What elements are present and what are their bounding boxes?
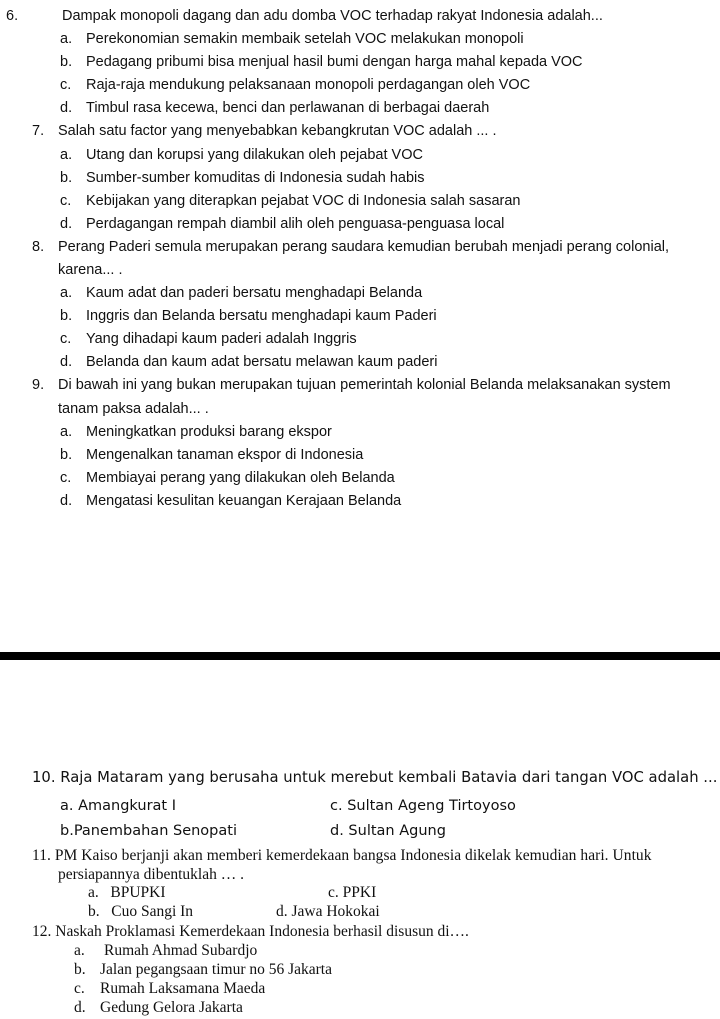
option-b[interactable]: b. Pedagang pribumi bisa menjual hasil bumi dengan harga mahal kepada VOC xyxy=(60,54,583,70)
question-stem xyxy=(6,8,603,24)
option-b[interactable]: b. Jalan pegangsaan timur no 56 Jakarta xyxy=(74,961,332,978)
option-c[interactable]: c. Yang dihadapi kaum paderi adalah Inggris xyxy=(60,331,357,347)
option-b[interactable]: b. Inggris dan Belanda bersatu menghadapi kaum Paderi xyxy=(60,308,437,324)
option-d[interactable]: d. Belanda dan kaum adat bersatu melawan kaum paderi xyxy=(60,354,438,370)
option-a[interactable]: a. Perekonomian semakin membaik setelah VOC melakukan monopoli xyxy=(60,31,524,47)
option-d[interactable]: d. Gedung Gelora Jakarta xyxy=(74,999,243,1016)
question-text: 12. Naskah Proklamasi Kemerdekaan Indonesia berhasil disusun di…. xyxy=(32,923,469,940)
option-c[interactable]: c. Membiayai perang yang dilakukan oleh Belanda xyxy=(60,470,395,486)
question-stem xyxy=(32,377,671,393)
option-b[interactable]: b. Sumber-sumber komuditas di Indonesia sudah habis xyxy=(60,170,425,186)
option-c[interactable]: c. Sultan Ageng Tirtoyoso xyxy=(330,798,516,814)
question-number: 6. xyxy=(6,8,19,24)
option-b[interactable]: b. Cuo Sangi In xyxy=(88,903,194,920)
question-stem xyxy=(32,239,669,255)
option-d[interactable]: d. Sultan Agung xyxy=(330,823,446,839)
question-text-continued: persiapannya dibentuklah … . xyxy=(58,866,244,883)
option-a[interactable]: a. BPUPKI xyxy=(88,884,166,901)
question-text: Perang Paderi semula merupakan perang saudara kemudian berubah menjadi perang colonial, xyxy=(58,239,670,255)
question-text-continued: tanam paksa adalah... . xyxy=(58,401,209,417)
question-number: 7. xyxy=(32,123,45,139)
option-a[interactable]: a. Rumah Ahmad Subardjo xyxy=(74,942,258,959)
question-text: Salah satu factor yang menyebabkan kebangkrutan VOC adalah ... . xyxy=(58,123,497,139)
question-text: 10. Raja Mataram yang berusaha untuk merebut kembali Batavia dari tangan VOC adalah ... xyxy=(32,769,718,786)
option-d[interactable]: d. Mengatasi kesulitan keuangan Kerajaan Belanda xyxy=(60,493,402,509)
option-d[interactable]: d. Jawa Hokokai xyxy=(276,903,380,920)
option-c[interactable]: c. PPKI xyxy=(328,884,377,901)
option-a[interactable]: a. Utang dan korupsi yang dilakukan oleh pejabat VOC xyxy=(60,147,423,163)
page-divider xyxy=(0,652,720,660)
option-a[interactable]: a. Amangkurat I xyxy=(60,798,176,814)
option-c[interactable]: c. Kebijakan yang diterapkan pejabat VOC di Indonesia salah sasaran xyxy=(60,193,521,209)
option-a[interactable]: a. Meningkatkan produksi barang ekspor xyxy=(60,424,332,440)
option-b[interactable]: b. Mengenalkan tanaman ekspor di Indonesia xyxy=(60,447,364,463)
option-b[interactable]: b.Panembahan Senopati xyxy=(60,823,237,839)
question-number: 9. xyxy=(32,377,45,393)
option-a[interactable]: a. Kaum adat dan paderi bersatu menghadapi Belanda xyxy=(60,285,423,301)
option-c[interactable]: c. Rumah Laksamana Maeda xyxy=(74,980,266,997)
question-text-continued: karena... . xyxy=(58,262,123,278)
question-stem xyxy=(32,123,497,139)
option-d[interactable]: d. Perdagangan rempah diambil alih oleh penguasa-penguasa local xyxy=(60,216,505,232)
question-text: 11. PM Kaiso berjanji akan memberi kemerdekaan bangsa Indonesia dikelak kemudian hari. Untuk xyxy=(32,847,652,864)
question-text: Di bawah ini yang bukan merupakan tujuan pemerintah kolonial Belanda melaksanakan system xyxy=(58,377,671,393)
question-number: 8. xyxy=(32,239,45,255)
option-c[interactable]: c. Raja-raja mendukung pelaksanaan monopoli perdagangan oleh VOC xyxy=(60,77,531,93)
question-text: Dampak monopoli dagang dan adu domba VOC terhadap rakyat Indonesia adalah... xyxy=(62,8,603,24)
option-d[interactable]: d. Timbul rasa kecewa, benci dan perlawanan di berbagai daerah xyxy=(60,100,490,116)
